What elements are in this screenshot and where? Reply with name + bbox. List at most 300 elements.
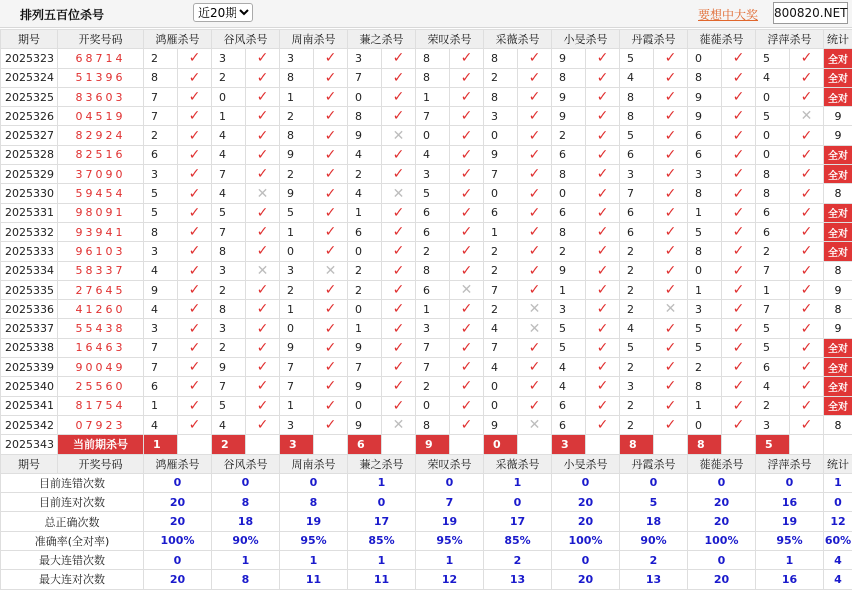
kill-value-cell: 5 [688, 338, 722, 357]
check-icon: ✓ [654, 242, 688, 261]
kill-value-cell: 7 [756, 261, 790, 280]
kill-value-cell: 7 [348, 358, 382, 377]
stat-value-cell: 17 [348, 512, 416, 531]
draw-number-cell: 83603 [58, 87, 144, 106]
kill-value-cell: 5 [620, 126, 654, 145]
kill-value-cell: 2 [280, 280, 314, 299]
check-icon: ✓ [382, 396, 416, 415]
kill-value-cell: 9 [552, 49, 586, 68]
draw-number-cell: 81754 [58, 396, 144, 415]
stat-value-cell: 85% [348, 531, 416, 550]
check-icon: ✓ [722, 415, 756, 434]
kill-value-cell: 8 [212, 300, 246, 319]
check-icon: ✓ [790, 184, 824, 203]
check-icon: ✓ [450, 396, 484, 415]
kill-value-cell: 4 [212, 126, 246, 145]
check-icon: ✓ [450, 165, 484, 184]
kill-value-cell: 2 [484, 242, 518, 261]
stat-value-cell: 95% [280, 531, 348, 550]
col-expert-header: 谷风杀号 [212, 30, 280, 49]
stat-value-cell: 11 [348, 570, 416, 589]
check-icon: ✓ [518, 203, 552, 222]
draw-row [1, 396, 852, 415]
kill-value-cell: 6 [620, 203, 654, 222]
col-expert-header: 丹霞杀号 [620, 30, 688, 49]
kill-value-cell: 4 [144, 261, 178, 280]
row-total-cell: 全对 [824, 377, 852, 396]
check-icon: ✓ [314, 126, 348, 145]
check-icon: ✓ [518, 107, 552, 126]
draw-number-cell: 59454 [58, 184, 144, 203]
cross-icon: ✕ [382, 415, 416, 434]
current-kill-cell: 3 [280, 435, 314, 454]
row-total-cell: 全对 [824, 358, 852, 377]
check-icon: ✓ [178, 300, 212, 319]
kill-value-cell: 7 [484, 165, 518, 184]
stat-value-cell: 85% [484, 531, 552, 550]
check-icon: ✓ [178, 107, 212, 126]
header-row [1, 454, 852, 473]
cross-icon: ✕ [518, 300, 552, 319]
kill-value-cell: 0 [688, 415, 722, 434]
kill-value-cell: 1 [416, 87, 450, 106]
kill-value-cell: 3 [212, 319, 246, 338]
check-icon: ✓ [178, 68, 212, 87]
check-icon: ✓ [722, 300, 756, 319]
check-icon: ✓ [586, 396, 620, 415]
kill-value-cell: 4 [484, 319, 518, 338]
check-icon: ✓ [654, 222, 688, 241]
kill-value-cell: 4 [144, 300, 178, 319]
check-icon: ✓ [790, 165, 824, 184]
check-icon: ✓ [382, 242, 416, 261]
cross-icon: ✕ [314, 261, 348, 280]
col-expert-header: 采薇杀号 [484, 30, 552, 49]
kill-value-cell: 3 [212, 261, 246, 280]
kill-value-cell: 7 [280, 358, 314, 377]
stat-value-cell: 16 [756, 570, 824, 589]
kill-value-cell: 9 [348, 126, 382, 145]
stat-row [1, 551, 852, 570]
kill-value-cell: 7 [756, 300, 790, 319]
kill-value-cell: 3 [552, 300, 586, 319]
kill-value-cell: 2 [620, 396, 654, 415]
check-icon: ✓ [382, 222, 416, 241]
kill-value-cell: 1 [688, 203, 722, 222]
check-icon: ✓ [654, 338, 688, 357]
check-icon: ✓ [246, 319, 280, 338]
kill-value-cell: 4 [348, 145, 382, 164]
check-icon: ✓ [790, 145, 824, 164]
empty-cell [586, 435, 620, 454]
kill-value-cell: 2 [620, 261, 654, 280]
draw-row [1, 68, 852, 87]
row-total-cell: 9 [824, 319, 852, 338]
check-icon: ✓ [246, 107, 280, 126]
col-period-header: 期号 [1, 30, 58, 49]
check-icon: ✓ [518, 68, 552, 87]
check-icon: ✓ [790, 126, 824, 145]
check-icon: ✓ [314, 165, 348, 184]
check-icon: ✓ [586, 165, 620, 184]
check-icon: ✓ [246, 415, 280, 434]
check-icon: ✓ [178, 242, 212, 261]
kill-value-cell: 6 [688, 145, 722, 164]
kill-value-cell: 1 [348, 203, 382, 222]
check-icon: ✓ [654, 203, 688, 222]
kill-value-cell: 4 [552, 377, 586, 396]
check-icon: ✓ [314, 107, 348, 126]
stat-value-cell: 8 [212, 570, 280, 589]
kill-value-cell: 4 [756, 377, 790, 396]
check-icon: ✓ [586, 319, 620, 338]
kill-value-cell: 7 [416, 338, 450, 357]
kill-value-cell: 6 [552, 415, 586, 434]
kill-value-cell: 3 [688, 165, 722, 184]
kill-value-cell: 6 [484, 203, 518, 222]
stat-value-cell: 0 [212, 473, 280, 492]
period-cell: 2025325 [1, 87, 58, 106]
kill-value-cell: 4 [348, 184, 382, 203]
check-icon: ✓ [314, 358, 348, 377]
kill-value-cell: 8 [620, 87, 654, 106]
kill-value-cell: 0 [756, 126, 790, 145]
check-icon: ✓ [586, 242, 620, 261]
check-icon: ✓ [382, 261, 416, 280]
kill-value-cell: 8 [552, 68, 586, 87]
stat-value-cell: 8 [212, 493, 280, 512]
kill-value-cell: 2 [688, 358, 722, 377]
kill-value-cell: 7 [416, 358, 450, 377]
kill-value-cell: 8 [416, 49, 450, 68]
draw-row [1, 203, 852, 222]
check-icon: ✓ [518, 358, 552, 377]
promo-link[interactable]: 要想中大奖 [698, 8, 759, 22]
current-label-cell: 当前期杀号 [58, 435, 144, 454]
col-expert-header: 荣叹杀号 [416, 454, 484, 473]
kill-value-cell: 2 [144, 126, 178, 145]
kill-value-cell: 0 [280, 319, 314, 338]
kill-value-cell: 7 [416, 107, 450, 126]
stat-total-cell: 1 [824, 473, 852, 492]
kill-value-cell: 5 [552, 319, 586, 338]
check-icon: ✓ [314, 203, 348, 222]
draw-number-cell: 98091 [58, 203, 144, 222]
check-icon: ✓ [178, 280, 212, 299]
kill-value-cell: 6 [144, 377, 178, 396]
check-icon: ✓ [654, 319, 688, 338]
cross-icon: ✕ [246, 184, 280, 203]
check-icon: ✓ [178, 396, 212, 415]
kill-value-cell: 5 [212, 396, 246, 415]
kill-value-cell: 2 [280, 107, 314, 126]
row-total-cell: 9 [824, 107, 852, 126]
kill-value-cell: 0 [348, 396, 382, 415]
stat-value-cell: 0 [688, 473, 756, 492]
cross-icon: ✕ [382, 126, 416, 145]
kill-value-cell: 1 [280, 87, 314, 106]
check-icon: ✓ [450, 242, 484, 261]
kill-value-cell: 2 [348, 165, 382, 184]
kill-value-cell: 3 [144, 319, 178, 338]
kill-value-cell: 8 [212, 242, 246, 261]
kill-value-cell: 8 [552, 222, 586, 241]
kill-value-cell: 1 [484, 222, 518, 241]
period-cell: 2025342 [1, 415, 58, 434]
kill-value-cell: 6 [620, 145, 654, 164]
check-icon: ✓ [722, 280, 756, 299]
stat-total-cell: 4 [824, 551, 852, 570]
stat-value-cell: 20 [688, 570, 756, 589]
check-icon: ✓ [790, 319, 824, 338]
check-icon: ✓ [654, 396, 688, 415]
stat-value-cell: 2 [620, 551, 688, 570]
period-range-select[interactable] [193, 3, 253, 22]
kill-value-cell: 9 [348, 377, 382, 396]
kill-value-cell: 3 [620, 377, 654, 396]
kill-value-cell: 4 [620, 319, 654, 338]
draw-row [1, 165, 852, 184]
site-label: 800820.NET [773, 2, 848, 24]
kill-value-cell: 2 [212, 338, 246, 357]
check-icon: ✓ [518, 126, 552, 145]
check-icon: ✓ [246, 358, 280, 377]
kill-value-cell: 2 [280, 165, 314, 184]
kill-value-cell: 7 [620, 184, 654, 203]
col-expert-header: 蓰蓰杀号 [688, 30, 756, 49]
kill-value-cell: 3 [756, 415, 790, 434]
kill-value-cell: 4 [416, 145, 450, 164]
draw-number-cell: 27645 [58, 280, 144, 299]
col-period-header: 期号 [1, 454, 58, 473]
row-total-cell: 8 [824, 300, 852, 319]
period-cell: 2025323 [1, 49, 58, 68]
stat-label-cell: 目前连对次数 [1, 493, 144, 512]
stat-total-cell: 4 [824, 570, 852, 589]
row-total-cell: 全对 [824, 145, 852, 164]
current-kill-cell: 1 [144, 435, 178, 454]
check-icon: ✓ [178, 145, 212, 164]
check-icon: ✓ [722, 145, 756, 164]
kill-value-cell: 0 [416, 396, 450, 415]
kill-value-cell: 9 [280, 184, 314, 203]
empty-cell [178, 435, 212, 454]
stat-value-cell: 20 [688, 512, 756, 531]
check-icon: ✓ [178, 338, 212, 357]
stat-label-cell: 准确率(全对率) [1, 531, 144, 550]
col-expert-header: 丹霞杀号 [620, 454, 688, 473]
draw-row [1, 49, 852, 68]
col-expert-header: 谷风杀号 [212, 454, 280, 473]
row-total-cell: 全对 [824, 338, 852, 357]
kill-value-cell: 6 [416, 222, 450, 241]
check-icon: ✓ [654, 261, 688, 280]
check-icon: ✓ [790, 377, 824, 396]
check-icon: ✓ [518, 222, 552, 241]
kill-value-cell: 2 [348, 280, 382, 299]
check-icon: ✓ [382, 319, 416, 338]
stat-row [1, 531, 852, 550]
check-icon: ✓ [450, 107, 484, 126]
kill-value-cell: 5 [144, 203, 178, 222]
check-icon: ✓ [722, 242, 756, 261]
kill-value-cell: 8 [552, 165, 586, 184]
kill-value-cell: 2 [620, 358, 654, 377]
check-icon: ✓ [178, 87, 212, 106]
current-kill-cell: 0 [484, 435, 518, 454]
check-icon: ✓ [722, 377, 756, 396]
kill-value-cell: 3 [280, 261, 314, 280]
check-icon: ✓ [246, 222, 280, 241]
stat-value-cell: 8 [280, 493, 348, 512]
check-icon: ✓ [450, 261, 484, 280]
stat-total-cell: 0 [824, 493, 852, 512]
check-icon: ✓ [246, 165, 280, 184]
kill-value-cell: 0 [484, 377, 518, 396]
check-icon: ✓ [450, 184, 484, 203]
cross-icon: ✕ [790, 107, 824, 126]
kill-value-cell: 2 [484, 261, 518, 280]
stat-value-cell: 0 [484, 493, 552, 512]
kill-value-cell: 2 [756, 396, 790, 415]
current-kill-cell: 8 [620, 435, 654, 454]
stat-total-cell: 60% [824, 531, 852, 550]
cross-icon: ✕ [518, 415, 552, 434]
stat-value-cell: 20 [552, 570, 620, 589]
kill-value-cell: 2 [552, 126, 586, 145]
kill-value-cell: 5 [144, 184, 178, 203]
period-cell: 2025339 [1, 358, 58, 377]
draw-number-cell: 51396 [58, 68, 144, 87]
kill-number-table [0, 29, 852, 590]
check-icon: ✓ [790, 358, 824, 377]
check-icon: ✓ [450, 300, 484, 319]
empty-cell [314, 435, 348, 454]
stat-value-cell: 1 [416, 551, 484, 570]
kill-value-cell: 2 [144, 49, 178, 68]
stat-value-cell: 0 [756, 473, 824, 492]
row-total-cell: 全对 [824, 396, 852, 415]
period-cell: 2025327 [1, 126, 58, 145]
kill-value-cell: 4 [552, 358, 586, 377]
check-icon: ✓ [518, 338, 552, 357]
kill-value-cell: 0 [688, 261, 722, 280]
kill-value-cell: 8 [688, 377, 722, 396]
stat-value-cell: 0 [620, 473, 688, 492]
kill-value-cell: 6 [348, 222, 382, 241]
check-icon: ✓ [518, 184, 552, 203]
check-icon: ✓ [722, 261, 756, 280]
check-icon: ✓ [722, 87, 756, 106]
check-icon: ✓ [790, 300, 824, 319]
kill-value-cell: 0 [280, 242, 314, 261]
kill-value-cell: 1 [348, 319, 382, 338]
row-total-cell: 全对 [824, 222, 852, 241]
check-icon: ✓ [178, 165, 212, 184]
draw-row [1, 261, 852, 280]
check-icon: ✓ [382, 107, 416, 126]
kill-value-cell: 4 [212, 415, 246, 434]
check-icon: ✓ [314, 338, 348, 357]
kill-value-cell: 8 [144, 68, 178, 87]
kill-value-cell: 9 [280, 338, 314, 357]
stat-value-cell: 19 [280, 512, 348, 531]
check-icon: ✓ [654, 49, 688, 68]
kill-value-cell: 8 [280, 68, 314, 87]
check-icon: ✓ [314, 145, 348, 164]
check-icon: ✓ [314, 280, 348, 299]
col-total-header: 统计 [824, 454, 852, 473]
check-icon: ✓ [382, 68, 416, 87]
kill-value-cell: 6 [144, 145, 178, 164]
period-cell: 2025337 [1, 319, 58, 338]
period-cell: 2025329 [1, 165, 58, 184]
check-icon: ✓ [450, 49, 484, 68]
draw-number-cell: 58337 [58, 261, 144, 280]
kill-value-cell: 3 [620, 165, 654, 184]
kill-value-cell: 4 [484, 358, 518, 377]
kill-value-cell: 2 [552, 242, 586, 261]
check-icon: ✓ [518, 396, 552, 415]
draw-row [1, 107, 852, 126]
check-icon: ✓ [654, 184, 688, 203]
kill-value-cell: 3 [144, 242, 178, 261]
check-icon: ✓ [586, 145, 620, 164]
col-expert-header: 采薇杀号 [484, 454, 552, 473]
kill-value-cell: 9 [280, 145, 314, 164]
check-icon: ✓ [246, 203, 280, 222]
col-expert-header: 浮萍杀号 [756, 454, 824, 473]
stat-value-cell: 1 [756, 551, 824, 570]
check-icon: ✓ [518, 49, 552, 68]
check-icon: ✓ [178, 222, 212, 241]
kill-value-cell: 1 [416, 300, 450, 319]
kill-value-cell: 8 [484, 87, 518, 106]
draw-row [1, 87, 852, 106]
stat-value-cell: 16 [756, 493, 824, 512]
col-expert-header: 蓰蓰杀号 [688, 454, 756, 473]
stat-value-cell: 0 [348, 493, 416, 512]
check-icon: ✓ [586, 222, 620, 241]
check-icon: ✓ [246, 49, 280, 68]
stat-row [1, 493, 852, 512]
check-icon: ✓ [450, 203, 484, 222]
check-icon: ✓ [314, 415, 348, 434]
kill-value-cell: 5 [416, 184, 450, 203]
stat-value-cell: 100% [552, 531, 620, 550]
check-icon: ✓ [382, 300, 416, 319]
check-icon: ✓ [722, 184, 756, 203]
kill-value-cell: 6 [756, 203, 790, 222]
period-cell: 2025334 [1, 261, 58, 280]
check-icon: ✓ [450, 222, 484, 241]
stat-value-cell: 20 [552, 512, 620, 531]
check-icon: ✓ [246, 87, 280, 106]
kill-value-cell: 2 [620, 300, 654, 319]
kill-value-cell: 0 [688, 49, 722, 68]
check-icon: ✓ [246, 68, 280, 87]
draw-number-cell: 55438 [58, 319, 144, 338]
check-icon: ✓ [178, 377, 212, 396]
stat-label-cell: 目前连错次数 [1, 473, 144, 492]
kill-value-cell: 9 [688, 107, 722, 126]
check-icon: ✓ [654, 68, 688, 87]
check-icon: ✓ [314, 184, 348, 203]
check-icon: ✓ [722, 396, 756, 415]
kill-value-cell: 5 [756, 107, 790, 126]
draw-number-cell: 04519 [58, 107, 144, 126]
check-icon: ✓ [178, 203, 212, 222]
